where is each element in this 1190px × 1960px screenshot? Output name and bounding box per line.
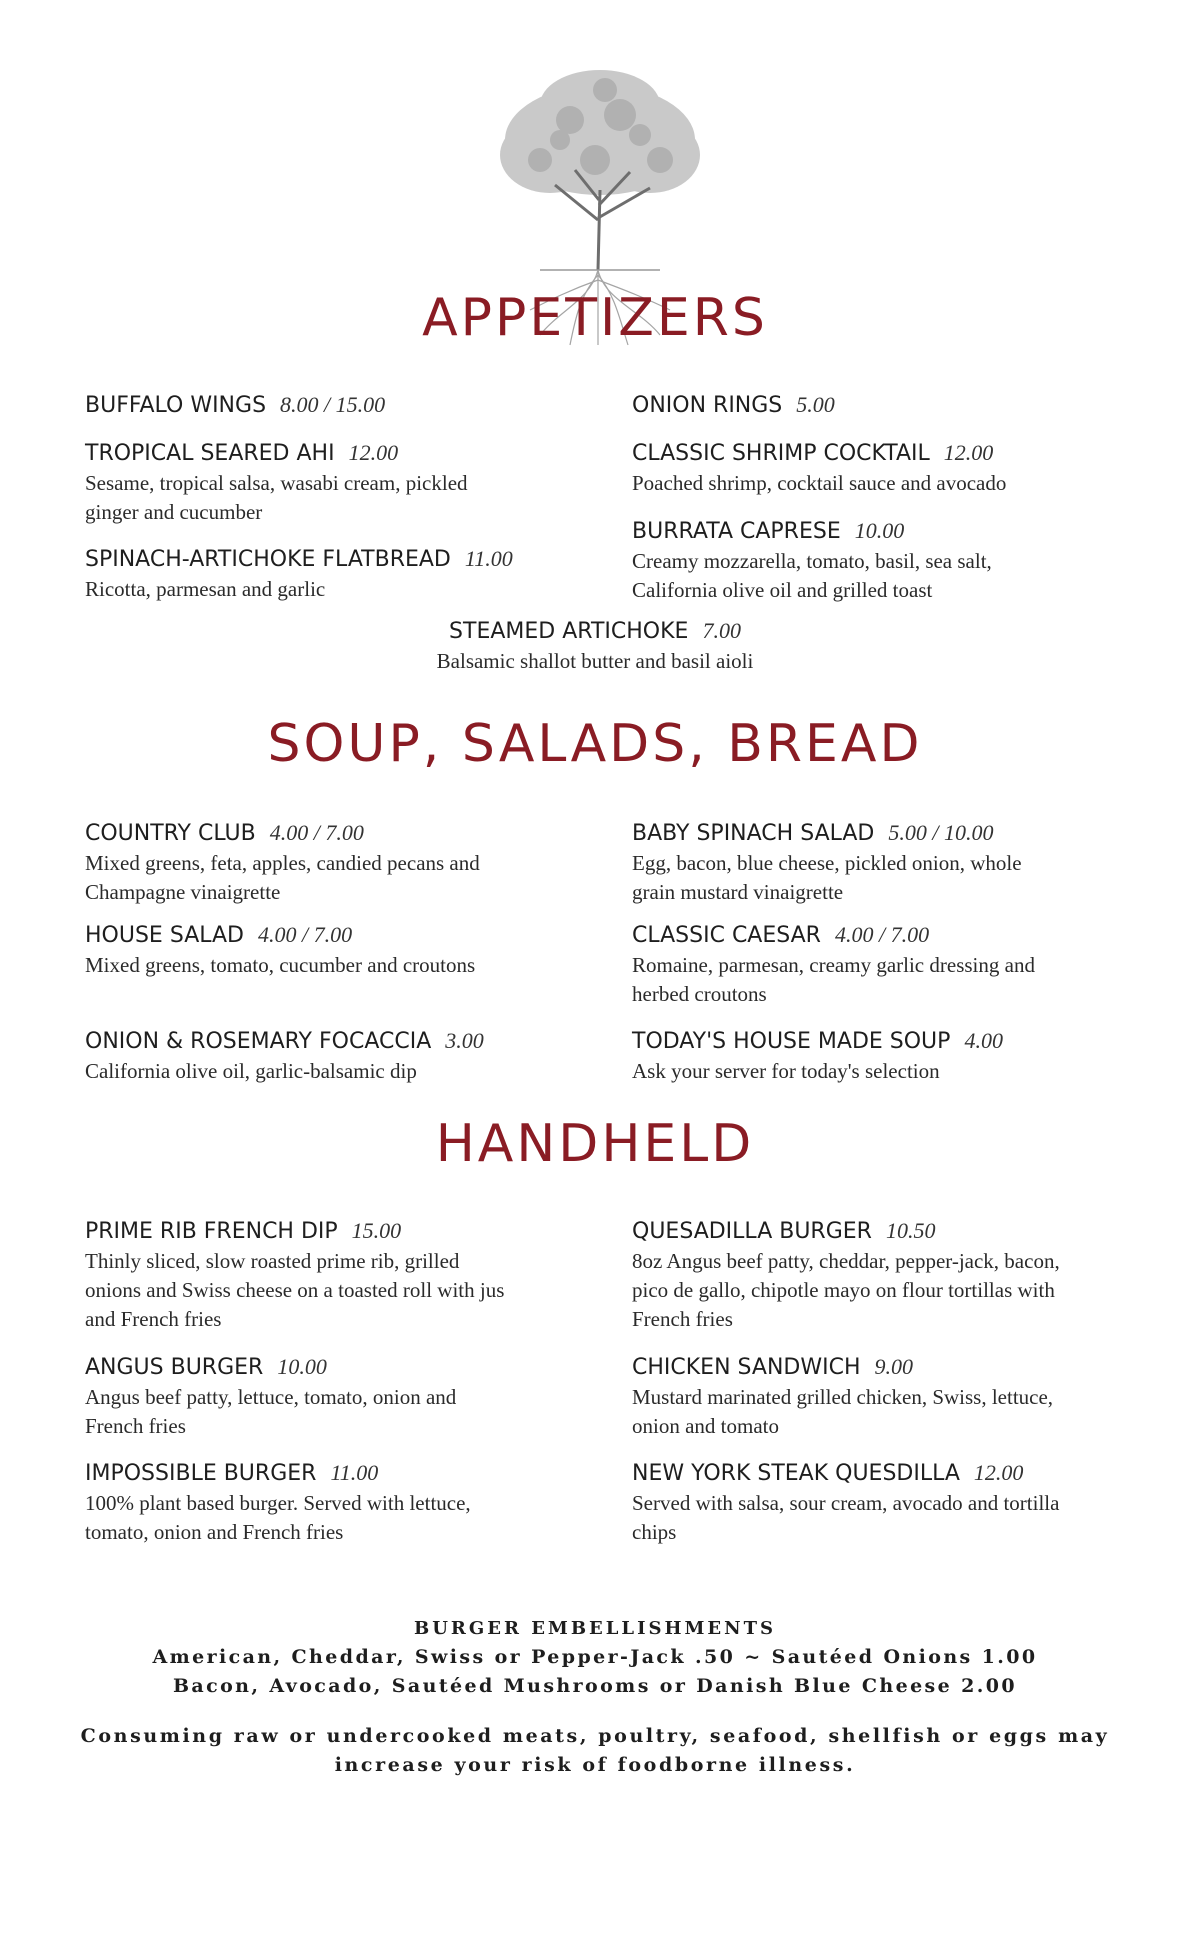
item-description: Creamy mozzarella, tomato, basil, sea salt, California olive oil and grilled toast bbox=[632, 549, 992, 602]
embellishments-title: BURGER EMBELLISHMENTS bbox=[414, 1618, 776, 1639]
menu-item bbox=[85, 1458, 515, 1547]
item-description: Served with salsa, sour cream, avocado and tortilla chips bbox=[632, 1491, 1060, 1544]
item-description: Balsamic shallot butter and basil aioli bbox=[436, 649, 754, 673]
item-price: 5.00 / 10.00 bbox=[888, 820, 994, 845]
item-price: 11.00 bbox=[464, 546, 513, 571]
item-price: 9.00 bbox=[874, 1354, 913, 1379]
menu-item bbox=[632, 390, 1062, 421]
menu-item bbox=[85, 544, 515, 604]
item-name: ONION RINGS bbox=[632, 393, 783, 418]
item-description: Ricotta, parmesan and garlic bbox=[85, 577, 326, 601]
embellishments-line: Bacon, Avocado, Sautéed Mushrooms or Danish Blue Cheese 2.00 bbox=[172, 1675, 1018, 1697]
menu-item bbox=[85, 1216, 515, 1334]
section-title-soup-salads-bread: SOUP, SALADS, BREAD bbox=[267, 714, 923, 774]
item-price: 4.00 bbox=[964, 1028, 1003, 1053]
item-name: ANGUS BURGER bbox=[85, 1355, 264, 1380]
item-description: Poached shrimp, cocktail sauce and avocado bbox=[632, 471, 1007, 495]
item-price: 12.00 bbox=[943, 440, 994, 465]
menu-item bbox=[632, 516, 1062, 605]
menu-item bbox=[632, 1458, 1062, 1547]
item-price: 12.00 bbox=[348, 440, 399, 465]
menu-item bbox=[85, 920, 515, 980]
item-price: 5.00 bbox=[796, 392, 835, 417]
item-description: Mustard marinated grilled chicken, Swiss, lettuce, onion and tomato bbox=[632, 1385, 1054, 1438]
item-description: Mixed greens, feta, apples, candied pecans and Champagne vinaigrette bbox=[85, 851, 480, 904]
item-name: IMPOSSIBLE BURGER bbox=[85, 1461, 317, 1486]
item-name: TROPICAL SEARED AHI bbox=[85, 441, 335, 466]
item-name: QUESADILLA BURGER bbox=[632, 1219, 872, 1244]
item-price: 10.00 bbox=[854, 518, 905, 543]
item-description: Sesame, tropical salsa, wasabi cream, pickled ginger and cucumber bbox=[85, 471, 468, 524]
item-price: 10.00 bbox=[277, 1354, 327, 1379]
item-description: 100% plant based burger. Served with lettuce, tomato, onion and French fries bbox=[85, 1491, 471, 1544]
warning-line: Consuming raw or undercooked meats, poultry, seafood, shellfish or eggs may bbox=[80, 1725, 1110, 1747]
item-name: STEAMED ARTICHOKE bbox=[449, 619, 689, 644]
item-description: Romaine, parmesan, creamy garlic dressing and herbed croutons bbox=[632, 953, 1035, 1006]
menu-item bbox=[85, 1352, 515, 1441]
item-price: 10.50 bbox=[885, 1218, 936, 1243]
menu-item bbox=[345, 616, 845, 676]
item-description: Angus beef patty, lettuce, tomato, onion and French fries bbox=[85, 1385, 457, 1438]
item-description: Thinly sliced, slow roasted prime rib, grilled onions and Swiss cheese on a toasted roll with jus and French fries bbox=[85, 1249, 505, 1331]
item-description: Egg, bacon, blue cheese, pickled onion, whole grain mustard vinaigrette bbox=[632, 851, 1022, 904]
menu-item bbox=[632, 1026, 1062, 1086]
item-description: Mixed greens, tomato, cucumber and croutons bbox=[85, 953, 476, 977]
menu-item bbox=[85, 390, 515, 421]
menu-item bbox=[85, 818, 515, 907]
menu-item bbox=[85, 438, 515, 527]
warning-line: increase your risk of foodborne illness. bbox=[334, 1754, 856, 1776]
item-name: HOUSE SALAD bbox=[85, 923, 244, 948]
item-name: TODAY'S HOUSE MADE SOUP bbox=[632, 1029, 951, 1054]
embellishments-line: American, Cheddar, Swiss or Pepper-Jack .50 ~ Sautéed Onions 1.00 bbox=[152, 1646, 1038, 1668]
item-description: Ask your server for today's selection bbox=[632, 1059, 940, 1083]
menu-item bbox=[632, 920, 1062, 1009]
item-description: 8oz Angus beef patty, cheddar, pepper-jack, bacon, pico de gallo, chipotle mayo on flour tortillas with French fries bbox=[632, 1249, 1060, 1331]
item-price: 15.00 bbox=[351, 1218, 402, 1243]
item-name: CLASSIC SHRIMP COCKTAIL bbox=[632, 441, 930, 466]
item-price: 3.00 bbox=[445, 1028, 484, 1053]
menu-item bbox=[632, 818, 1062, 907]
item-description: California olive oil, garlic-balsamic dip bbox=[85, 1059, 417, 1083]
menu-item bbox=[632, 1216, 1062, 1334]
section-title-appetizers: APPETIZERS bbox=[422, 288, 768, 348]
item-price: 4.00 / 7.00 bbox=[258, 922, 353, 947]
item-name: ONION & ROSEMARY FOCACCIA bbox=[85, 1029, 432, 1054]
menu-item bbox=[632, 438, 1062, 498]
item-price: 11.00 bbox=[330, 1460, 379, 1485]
item-name: COUNTRY CLUB bbox=[85, 821, 256, 846]
item-name: BURRATA CAPRESE bbox=[632, 519, 841, 544]
section-title-handheld: HANDHELD bbox=[435, 1114, 755, 1174]
item-price: 8.00 / 15.00 bbox=[280, 392, 386, 417]
item-name: SPINACH-ARTICHOKE FLATBREAD bbox=[85, 547, 451, 572]
item-price: 4.00 / 7.00 bbox=[834, 922, 930, 947]
item-name: NEW YORK STEAK QUESDILLA bbox=[632, 1461, 960, 1486]
item-price: 4.00 / 7.00 bbox=[269, 820, 364, 845]
item-name: CHICKEN SANDWICH bbox=[632, 1355, 861, 1380]
menu-item bbox=[632, 1352, 1062, 1441]
item-name: BABY SPINACH SALAD bbox=[632, 821, 875, 846]
item-name: BUFFALO WINGS bbox=[85, 393, 267, 418]
item-price: 12.00 bbox=[973, 1460, 1024, 1485]
item-name: CLASSIC CAESAR bbox=[632, 923, 821, 948]
menu-item bbox=[85, 1026, 515, 1086]
item-name: PRIME RIB FRENCH DIP bbox=[85, 1219, 338, 1244]
health-warning bbox=[0, 1722, 1190, 1780]
item-price: 7.00 bbox=[702, 618, 741, 643]
burger-embellishments bbox=[0, 1618, 1190, 1701]
